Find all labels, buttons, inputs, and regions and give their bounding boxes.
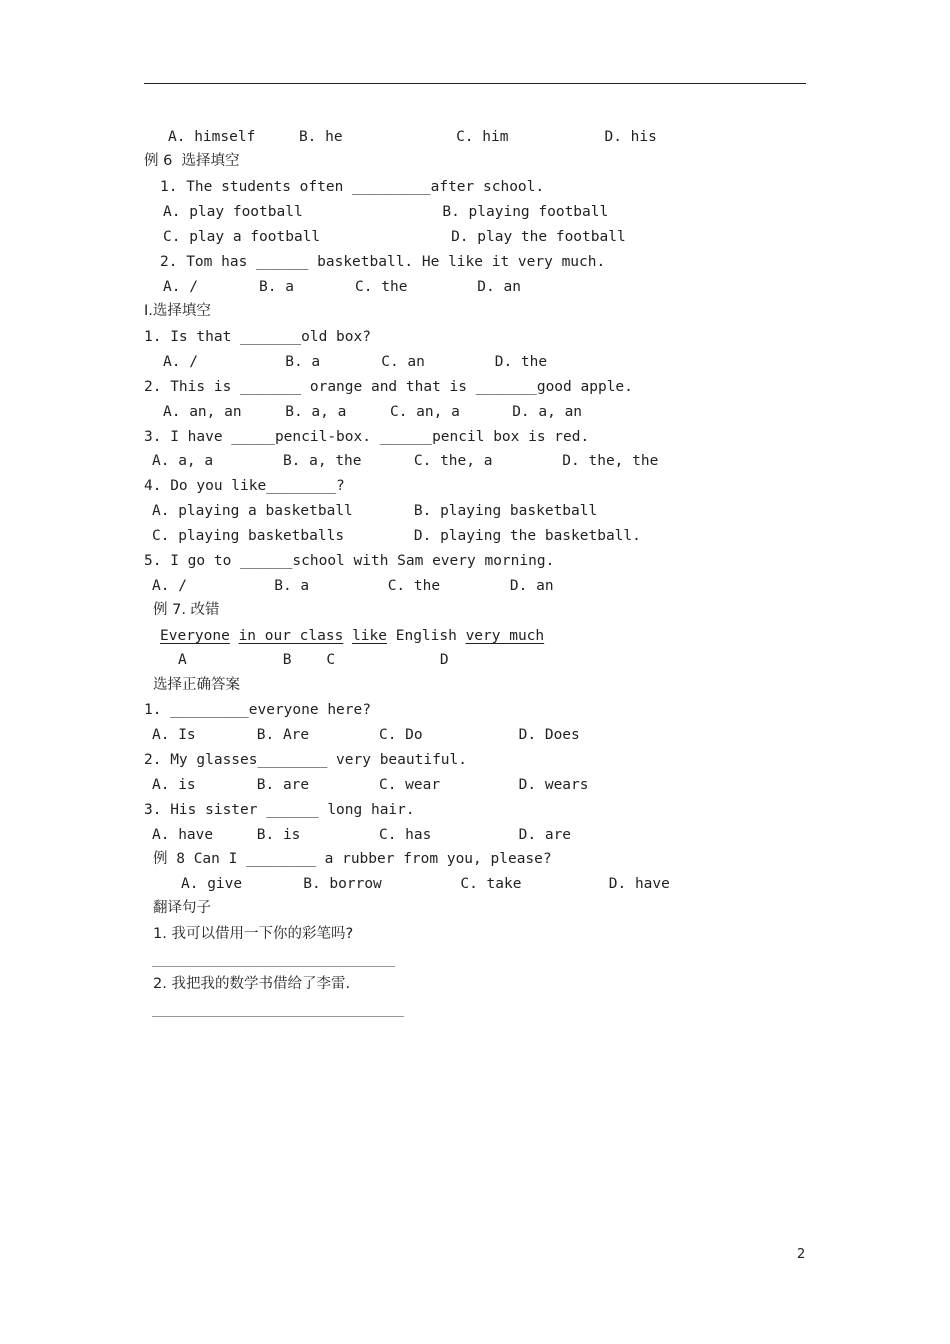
text-line: 1. The students often _________after school. [160,179,545,195]
page-number: 2 [797,1247,806,1262]
plain-segment [343,628,352,644]
text-line: A. Is B. Are C. Do D. Does [152,727,580,743]
text-line: 2. This is _______ orange and that is _______good apple. [144,379,633,395]
underlined-segment: like [352,628,387,644]
text-line: A. playing a basketball B. playing basketball [152,503,598,519]
text-line: 翻译句子 [153,900,211,916]
text-line: 2. My glasses________ very beautiful. [144,752,468,768]
text-line: A. himself B. he C. him D. his [168,129,657,145]
text-line: A B C D [178,652,449,668]
underlined-segment: very much [465,628,545,644]
plain-segment: English [387,628,466,644]
text-line: 3. I have _____pencil-box. ______pencil box is red. [144,429,590,445]
text-line: A. have B. is C. has D. are [152,827,572,843]
text-line: 例 8 Can I ________ a rubber from you, please? [153,851,552,867]
text-line: A. a, a B. a, the C. the, a D. the, the [152,453,659,469]
text-line: A. play football B. playing football [163,204,609,220]
text-line: 2. Tom has ______ basketball. He like it very much. [160,254,606,270]
error-correction-sentence [160,627,544,645]
plain-segment [230,628,239,644]
text-line: A. / B. a C. the D. an [152,578,554,594]
underlined-segment: Everyone [160,628,230,644]
text-line: 1. 我可以借用一下你的彩笔吗? [153,926,354,942]
answer-line-1 [152,966,395,967]
text-line: A. an, an B. a, a C. an, a D. a, an [163,404,583,420]
underlined-segment: in our class [238,628,344,644]
text-line: I.选择填空 [144,303,211,319]
text-line: 例 7. 改错 [153,602,220,618]
text-line: A. is B. are C. wear D. wears [152,777,589,793]
text-line: 例 6 选择填空 [144,153,240,169]
text-line: C. play a football D. play the football [163,229,626,245]
text-line: 3. His sister ______ long hair. [144,802,415,818]
text-line: A. give B. borrow C. take D. have [181,876,670,892]
text-line: 4. Do you like________? [144,478,345,494]
text-line: 选择正确答案 [153,677,240,693]
text-line: C. playing basketballs D. playing the basketball. [152,528,641,544]
text-line: 2. 我把我的数学书借给了李雷. [153,976,351,992]
text-line: A. / B. a C. the D. an [163,279,521,295]
answer-line-2 [152,1016,404,1017]
text-line: A. / B. a C. an D. the [163,354,548,370]
text-line: 1. Is that _______old box? [144,329,371,345]
text-line: 5. I go to ______school with Sam every morning. [144,553,555,569]
header-rule [144,83,806,84]
text-line: 1. _________everyone here? [144,702,371,718]
